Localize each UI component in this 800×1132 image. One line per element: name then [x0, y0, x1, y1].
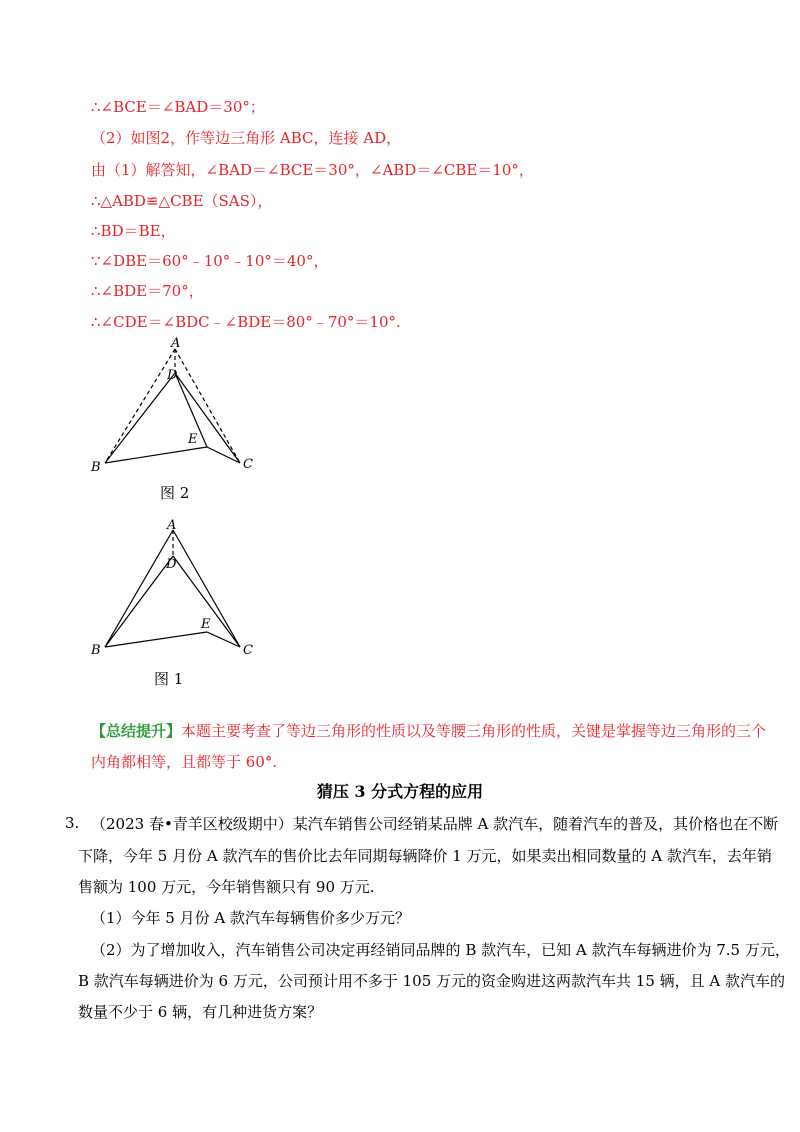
label-A: A — [171, 336, 181, 351]
segment-BE — [105, 632, 207, 647]
question-line-3: 售额为 100 万元，今年销售额只有 90 万元. — [78, 878, 375, 896]
segment-AB — [105, 530, 173, 647]
label-D: D — [166, 557, 177, 572]
label-D: D — [167, 368, 178, 383]
solution-line-7: ∴∠BDE＝70°， — [91, 282, 204, 300]
segment-DC — [173, 556, 240, 647]
solution-line-2: （2）如图2，作等边三角形 ABC，连接 AD， — [91, 129, 402, 147]
question-part-2-line-2: B 款汽车每辆进价为 6 万元，公司预计用不多于 105 万元的资金购进这两款汽车共 15 辆，且 A 款汽车的 — [78, 972, 786, 990]
solution-line-5: ∴BD＝BE， — [91, 222, 176, 240]
segment-BE — [105, 447, 207, 463]
segment-AC — [175, 349, 240, 463]
segment-AB — [105, 349, 175, 463]
question-part-1: （1）今年 5 月份 A 款汽车每辆售价多少万元？ — [91, 909, 410, 927]
segment-DC — [175, 373, 240, 463]
question-line-2: 下降，今年 5 月份 A 款汽车的售价比去年同期每辆降价 1 万元，如果卖出相同数量的 A 款汽车，去年销 — [78, 847, 772, 865]
segment-BD — [105, 556, 173, 647]
label-A: A — [167, 518, 177, 533]
solution-line-8: ∴∠CDE＝∠BDC﹣∠BDE＝80°﹣70°＝10°. — [91, 313, 401, 331]
summary-line-1 — [91, 721, 766, 741]
solution-line-3: 由（1）解答知，∠BAD＝∠BCE＝30°，∠ABD＝∠CBE＝10°， — [91, 161, 534, 179]
figure-1-caption: 图 1 — [154, 670, 184, 688]
solution-line-1: ∴∠BCE＝∠BAD＝30°； — [91, 98, 265, 116]
label-B: B — [91, 643, 101, 658]
label-E: E — [201, 617, 211, 632]
question-line-1: （2023 春•青羊区校级期中）某汽车销售公司经销某品牌 A 款汽车，随着汽车的普及，其价格也在不断 — [91, 815, 779, 833]
label-E: E — [188, 432, 198, 447]
figure-2-diagram — [85, 335, 265, 480]
segment-BD — [105, 373, 175, 463]
solution-line-4: ∴△ABD≌△CBE（SAS）， — [91, 192, 273, 210]
question-part-2-line-3: 数量不少于 6 辆，有几种进货方案？ — [78, 1003, 323, 1021]
summary-tag: 【总结提升】 — [91, 722, 182, 740]
label-C: C — [243, 643, 253, 658]
label-B: B — [91, 460, 101, 475]
summary-text-1: 本题主要考查了等边三角形的性质以及等腰三角形的性质，关键是掌握等边三角形的三个 — [181, 722, 767, 740]
question-part-2-line-1: （2）为了增加收入，汽车销售公司决定再经销同品牌的 B 款汽车，已知 A 款汽车每辆进价为 7.5 万元， — [91, 941, 790, 959]
figure-2-caption: 图 2 — [160, 484, 190, 502]
label-C: C — [243, 457, 253, 472]
figure-1-diagram — [85, 512, 265, 660]
summary-line-2: 内角都相等，且都等于 60°. — [91, 753, 278, 771]
section-title: 猜压 3 分式方程的应用 — [316, 782, 484, 801]
question-number: 3. — [65, 814, 80, 832]
solution-line-6: ∵∠DBE＝60°﹣10°﹣10°＝40°， — [91, 252, 329, 270]
